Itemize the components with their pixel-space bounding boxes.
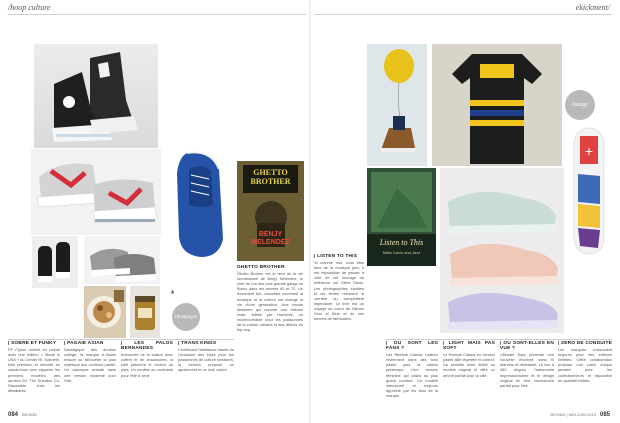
footer-text-right: BEHIND | MAI-JUIN 2015 (550, 412, 596, 417)
left-section-4-heading: | TRANS KINGS (178, 341, 217, 346)
right-section-1-heading: | OÙ SONT LES FANS ? (386, 341, 438, 352)
section-header-right: ekickment/ (575, 3, 610, 12)
right-section-2-body: Le Reebok Classic en version pastel allie légèreté et confort. Sa semelle reste fidèle au modèle original et offre un amorti parfait pour la ville. (443, 352, 495, 378)
right-section-3 (500, 341, 554, 399)
lounge-badge: lounge (565, 90, 595, 120)
header-rule-left (8, 14, 306, 15)
listen-heading: | LISTEN TO THIS (314, 254, 358, 259)
ghetto-brother-body: Ghetto Brother est le récit de la vie tumultueuse de Benjy Melendez, le chef de l'un des plus grands gangs du Bronx dans les années 60 et 70. Un document fort, racontant comment la musique et la culture ont changé la vie d'une génération. Une bande dessinée qui raconte une histoire vraie, éditée par Hachette, un incontournable pour les passionnés de la culture urbaine et des débuts du hip-hop. (237, 271, 303, 333)
footer-right (550, 412, 610, 418)
champagne-badge: champagne (172, 303, 200, 331)
page-number-left: 084 (8, 412, 19, 418)
book-title-line2: BROTHER (250, 177, 291, 186)
listen-to-this-book-cover (367, 168, 436, 266)
column-rule-left (8, 339, 234, 340)
ghetto-brother-book-cover (237, 161, 304, 261)
svg-text:+: + (584, 143, 594, 159)
left-section-3-body: Annoncée de la saison avec coffret et de chaussures, la toile préserve le confort du pied. Un modèle au contraste pour l'été à venir. (121, 352, 173, 378)
book-title-line1: GHETTO (253, 168, 288, 177)
right-section-2-heading: | LIGHT MAIS PAS SOFT (443, 341, 495, 352)
black-sneakers-photo (32, 236, 78, 288)
running-sneakers-photo (31, 149, 161, 235)
page-number-right: 085 (599, 412, 610, 418)
left-section-4-body: Combinant l'ambiance bande de l'occasion des kicks pour les passionnés de culture sneakers, la version propose un ajustement et un look coloré. (178, 347, 234, 373)
left-section-3-heading: | LES PALOS BERNANDES (121, 341, 173, 352)
book-author-line2: MELENDEZ (251, 239, 290, 246)
footer-left (8, 412, 37, 418)
pastel-sneakers-photo (440, 168, 564, 333)
ghetto-brother-section (237, 265, 303, 385)
right-section-2 (443, 341, 495, 399)
left-section-1 (8, 341, 60, 399)
left-section-4 (178, 341, 234, 399)
left-section-2-body: Nostalgique des années collège, la marque K-Swiss ressort sa silhouette la plus mythique aux couleurs pastel. Un classique revisité dans une version moderne pour l'été. (64, 347, 116, 383)
page-gutter (309, 0, 311, 423)
right-section-1-body: Les Reebok Classic Leather reviennent dans des tons pastel pour la saison printemps. Une version féminine qui plaira au plus grand nombre. Un modèle intemporel et toujours apprécié par les fans de la marque. (386, 352, 438, 398)
balloon-boots-photo (367, 44, 427, 166)
food-photo (84, 286, 126, 338)
album-title: Listen to This (379, 238, 424, 247)
image-number: 4 (171, 290, 174, 296)
left-section-2 (64, 341, 116, 399)
right-section-4 (558, 341, 612, 399)
left-section-3 (121, 341, 173, 399)
sports-tshirt-photo (432, 44, 562, 166)
right-section-1 (386, 341, 438, 399)
right-section-4-heading: | ZÉRO DE CONDUITE (558, 341, 612, 346)
listen-to-this-section (314, 254, 364, 399)
left-section-1-body: PF Flyers revient en pointe avec une édition « Made in USA » du Center Hi. Sobriété, toile premium et semelle en caoutchouc pour rappeler les premiers modèles des années 50. The Sneaker Co. Disponible chez les détaillants. (8, 347, 60, 393)
listen-body: Si comme moi, vous êtes fans de la musique jazz, il est impossible de passer à côté de cet ouvrage de référence sur Miles Davis. Les photographies inédites et les textes retracent la carrière du trompettiste légendaire. Le livre est un voyage au coeur de l'album Kind of Blue et de ses secrets de fabrication. (314, 260, 364, 322)
blue-canvas-shoe-photo (167, 149, 233, 259)
book-author-line1: BENJY (258, 231, 283, 238)
right-section-3-body: Ultimate Ears présente une nouvelle enceinte sans fil étanche et résistante. Le son à 360 degrés, l'autonomie impressionnante et le design original en font l'accessoire parfait pour l'été. (500, 352, 554, 388)
high-top-sneakers-photo (34, 44, 158, 148)
grey-sneakers-photo (84, 236, 160, 284)
right-section-4-body: Les marques s'associent toujours pour des éditions limitées. Cette collaboration propose une paire unique pensée pour les collectionneurs et disponible en quantité limitée. (558, 347, 612, 383)
jar-photo (130, 286, 160, 338)
header-rule-right (314, 14, 612, 15)
left-section-2-heading: | PAGAIE ASIAN (64, 341, 104, 346)
column-rule-right (386, 339, 612, 340)
ghetto-brother-heading: GHETTO BROTHER (237, 265, 285, 270)
album-subtitle: Miles Davis and Jazz (382, 250, 421, 255)
section-header-left: /hoop culture (8, 3, 51, 12)
right-section-3-heading: | OÙ SONT-ELLES EN VUE ? (500, 341, 554, 352)
left-section-1-heading: | SOBRE ET FUNKY (8, 341, 57, 346)
portable-speaker-photo (568, 124, 610, 258)
footer-brand-left: BEHIND (22, 412, 38, 417)
